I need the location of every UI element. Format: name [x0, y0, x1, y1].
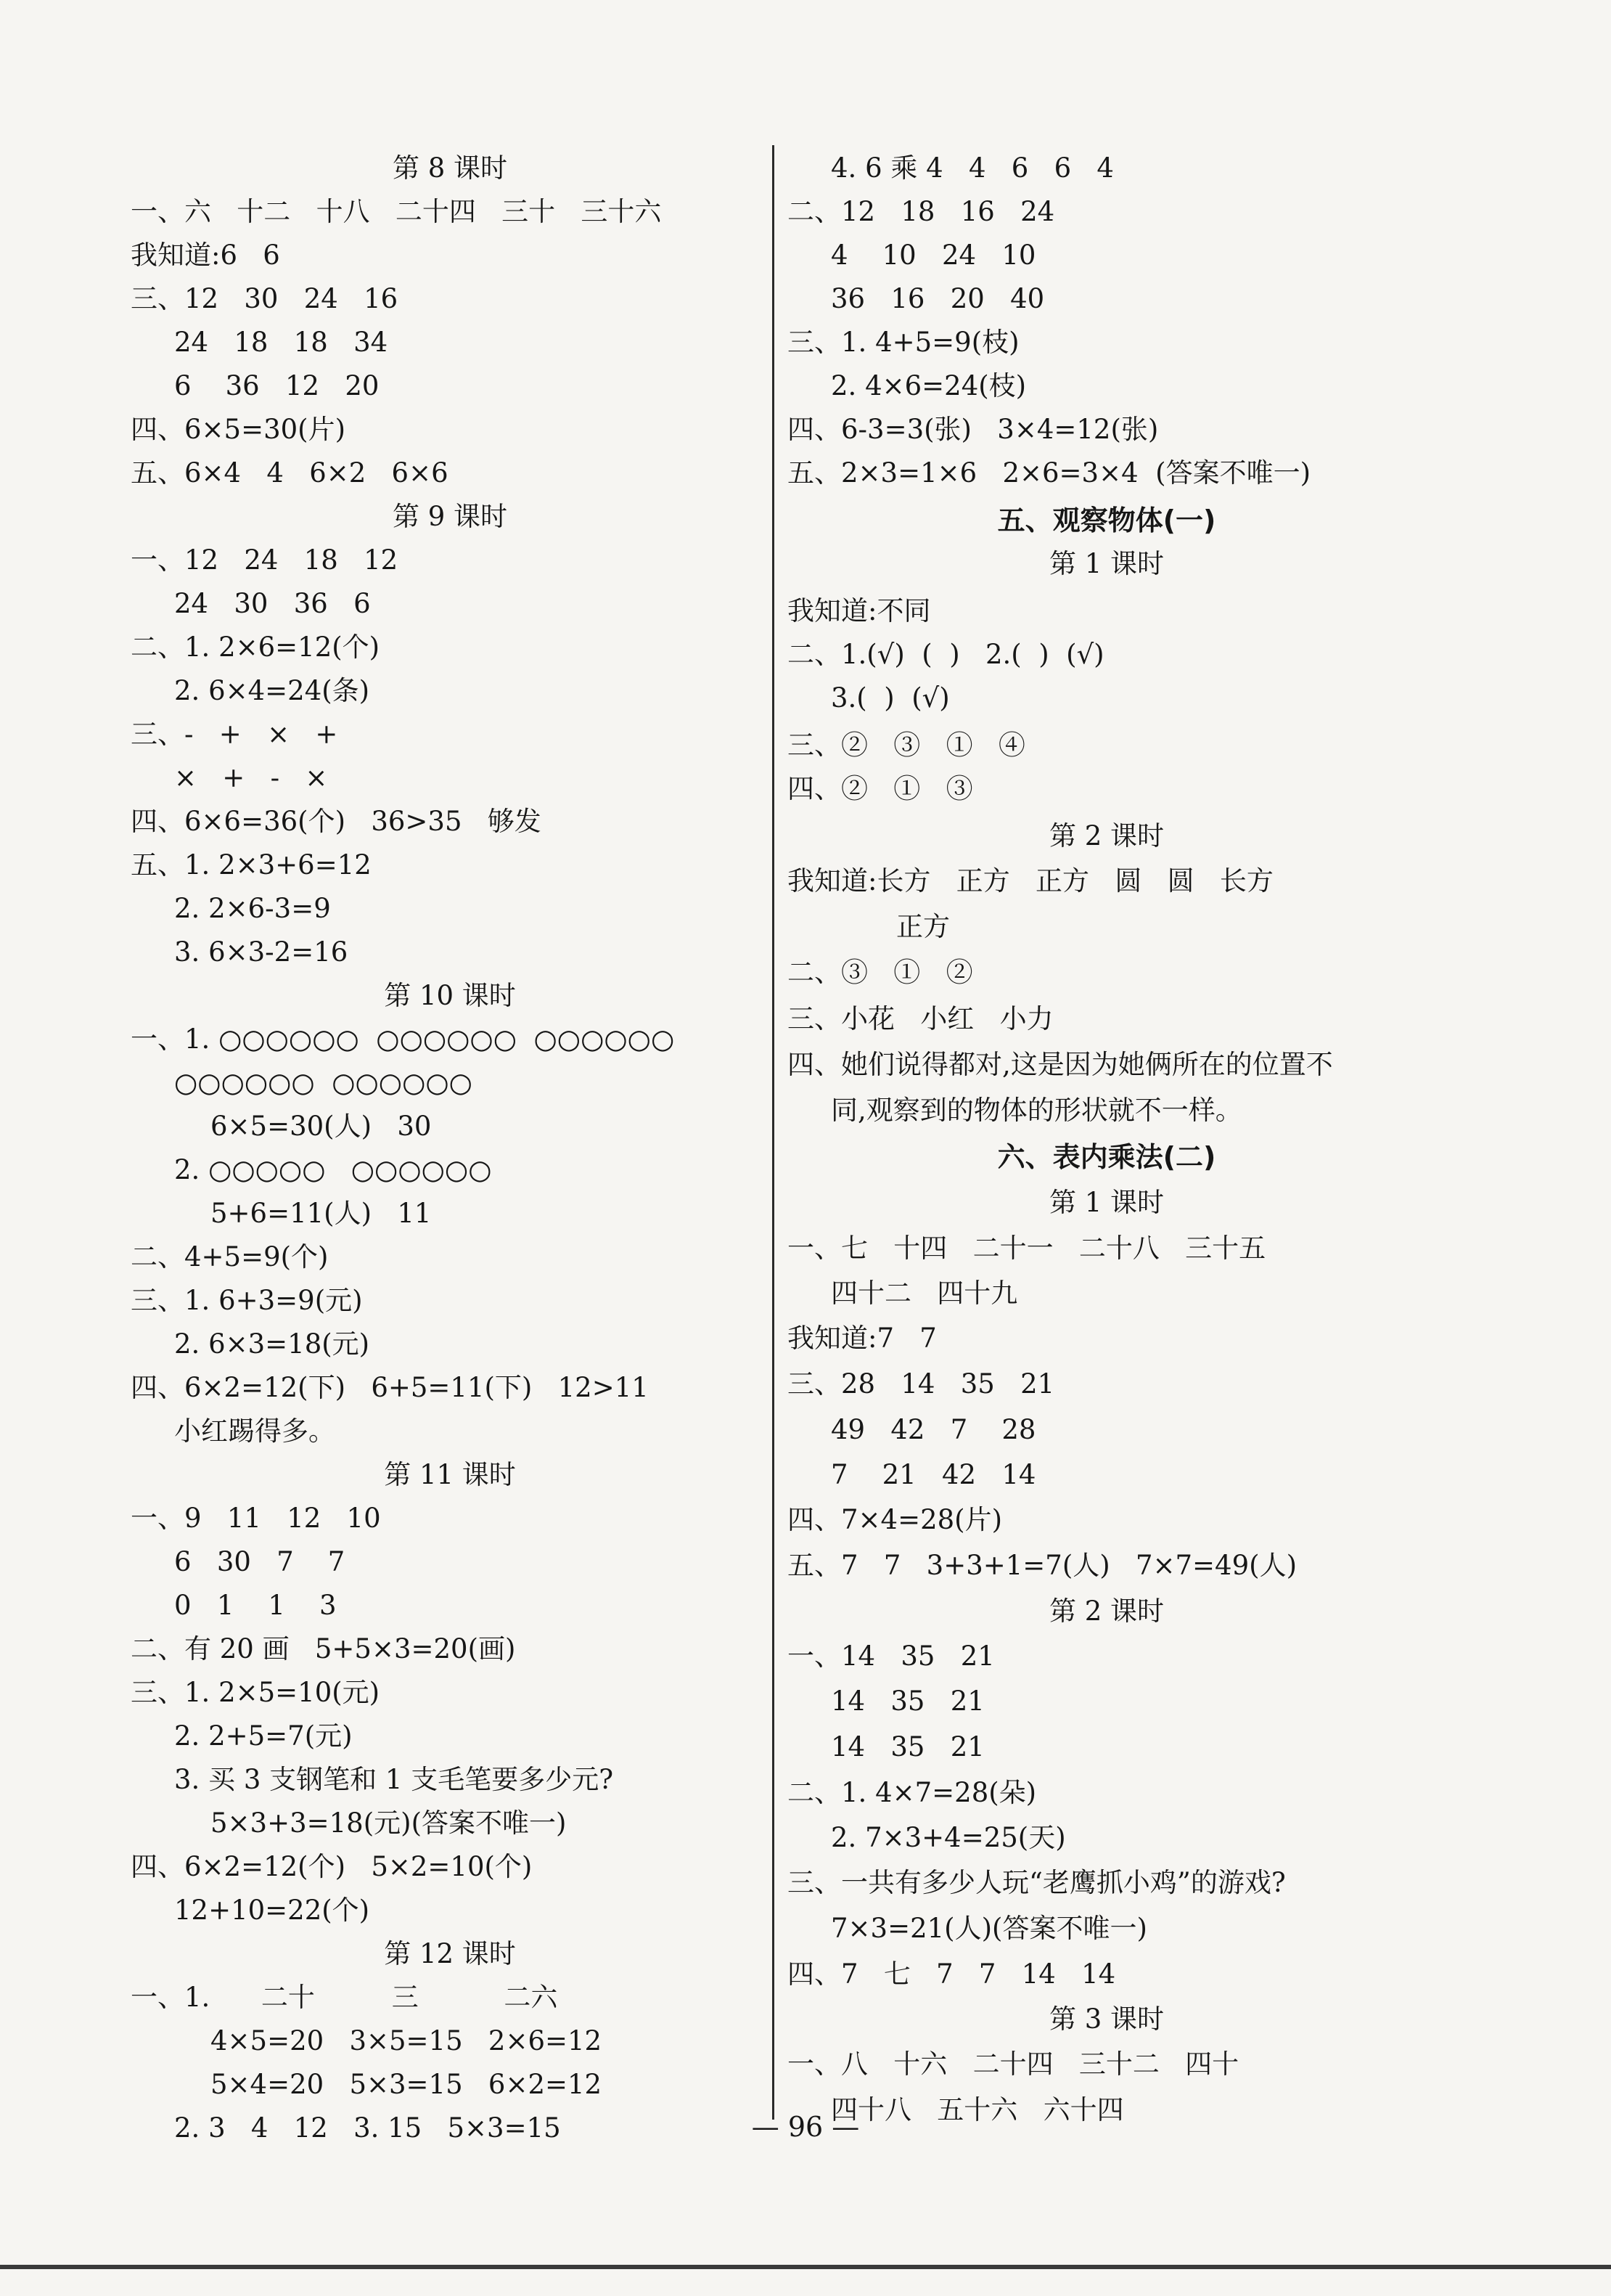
answer-line: 三、② ③ ① ④ — [787, 730, 1025, 761]
answer-line: 14 35 21 — [831, 1686, 985, 1717]
answer-line: 49 42 7 28 — [831, 1414, 1036, 1445]
answer-line: 2. 3 4 12 3. 15 5×3=15 — [174, 2112, 561, 2144]
answer-line: 2. 6×3=18(元) — [174, 1328, 370, 1360]
answer-line: 一、1. 二十 三 二六 — [131, 1982, 558, 2013]
answer-line: 6 36 12 20 — [174, 370, 380, 401]
answer-line: 3. 6×3-2=16 — [174, 936, 348, 968]
page-number: — 96 — — [751, 2111, 860, 2143]
answer-line: 2. 7×3+4=25(天) — [831, 1822, 1066, 1853]
answer-line: 5+6=11(人) 11 — [210, 1198, 432, 1229]
answer-line: 我知道:长方 正方 正方 圆 圆 长方 — [787, 865, 1274, 896]
answer-line: 3.( ) (√) — [831, 682, 950, 714]
section-heading: 第 8 课时 — [392, 152, 508, 184]
answer-line: 五、1. 2×3+6=12 — [131, 849, 372, 881]
section-heading: 第 1 课时 — [1049, 1187, 1165, 1218]
answer-line: 四、6-3=3(张) 3×4=12(张) — [787, 414, 1159, 445]
answer-line: 二、有 20 画 5+5×3=20(画) — [131, 1633, 516, 1664]
answer-line: 0 1 1 3 — [174, 1590, 337, 1621]
answer-line: 36 16 20 40 — [831, 283, 1045, 314]
answer-line: 一、9 11 12 10 — [131, 1503, 381, 1534]
answer-line: 7×3=21(人)(答案不唯一) — [831, 1913, 1147, 1944]
answer-line: 12+10=22(个) — [174, 1895, 370, 1926]
answer-line: 三、1. 4+5=9(枝) — [787, 327, 1020, 358]
answer-line: 五、2×3=1×6 2×6=3×4 (答案不唯一) — [787, 457, 1311, 489]
answer-line: 一、14 35 21 — [787, 1641, 995, 1672]
answer-line: 6×5=30(人) 30 — [210, 1111, 432, 1142]
answer-line: 二、1.(√) ( ) 2.( ) (√) — [787, 639, 1104, 670]
answer-line: 一、六 十二 十八 二十四 三十 三十六 — [131, 196, 662, 227]
answer-line: 三、一共有多少人玩“老鹰抓小鸡”的游戏? — [787, 1867, 1286, 1898]
answer-line: 一、1. ○○○○○○ ○○○○○○ ○○○○○○ — [131, 1024, 675, 1055]
answer-line: 二、1. 2×6=12(个) — [131, 632, 380, 663]
answer-line: 五、7 7 3+3+1=7(人) 7×7=49(人) — [787, 1550, 1298, 1581]
bottom-rule — [0, 2265, 1611, 2269]
answer-line: 二、4+5=9(个) — [131, 1241, 329, 1272]
answer-line: 三、12 30 24 16 — [131, 283, 398, 314]
answer-line: 我知道:不同 — [787, 595, 931, 626]
answer-line: 5×4=20 5×3=15 6×2=12 — [210, 2069, 602, 2100]
answer-line: 6 30 7 7 — [174, 1546, 345, 1577]
answer-line: 四、② ① ③ — [787, 773, 973, 804]
answer-line: 一、八 十六 二十四 三十二 四十 — [787, 2048, 1239, 2080]
answer-line: 三、小花 小红 小力 — [787, 1003, 1054, 1034]
answer-line: 2. ○○○○○ ○○○○○○ — [174, 1154, 492, 1185]
answer-line: 2. 6×4=24(条) — [174, 675, 370, 706]
answer-line: 三、- + × + — [131, 719, 338, 750]
answer-line: 五、6×4 4 6×2 6×6 — [131, 457, 448, 489]
answer-line: 4 10 24 10 — [831, 240, 1036, 271]
answer-line: 2. 2+5=7(元) — [174, 1720, 353, 1752]
answer-line: ○○○○○○ ○○○○○○ — [174, 1067, 472, 1098]
answer-line: 三、1. 2×5=10(元) — [131, 1677, 380, 1708]
answer-line: 7 21 42 14 — [831, 1459, 1036, 1490]
section-heading: 第 10 课时 — [384, 980, 516, 1011]
answer-line: 四、6×6=36(个) 36>35 够发 — [131, 806, 541, 837]
answer-line: 四、6×2=12(个) 5×2=10(个) — [131, 1851, 533, 1882]
section-heading: 第 2 课时 — [1049, 820, 1165, 851]
answer-line: 小红踢得多。 — [174, 1415, 335, 1447]
answer-line: 2. 4×6=24(枝) — [831, 370, 1027, 401]
answer-line: × + - × — [174, 762, 328, 793]
answer-line: 二、12 18 16 24 — [787, 196, 1055, 227]
answer-line: 我知道:6 6 — [131, 240, 280, 271]
column-divider — [772, 145, 774, 2120]
answer-line: 四、7×4=28(片) — [787, 1504, 1003, 1535]
answer-line: 四、6×5=30(片) — [131, 414, 346, 445]
section-heading: 第 3 课时 — [1049, 2003, 1165, 2035]
answer-line: 一、12 24 18 12 — [131, 544, 398, 576]
answer-line: 二、③ ① ② — [787, 957, 973, 988]
section-heading: 第 1 课时 — [1049, 548, 1165, 579]
answer-line: 同,观察到的物体的形状就不一样。 — [831, 1095, 1242, 1126]
section-heading: 五、观察物体(一) — [997, 504, 1216, 536]
answer-line: 14 35 21 — [831, 1731, 985, 1762]
answer-line: 5×3+3=18(元)(答案不唯一) — [210, 1807, 567, 1839]
section-heading: 第 11 课时 — [384, 1459, 516, 1490]
answer-line: 三、1. 6+3=9(元) — [131, 1285, 363, 1316]
section-heading: 六、表内乘法(二) — [997, 1141, 1216, 1173]
answer-line: 24 18 18 34 — [174, 327, 388, 358]
answer-line: 四十八 五十六 六十四 — [831, 2094, 1124, 2125]
section-heading: 第 9 课时 — [392, 501, 508, 532]
answer-line: 4. 6 乘 4 4 6 6 4 — [831, 152, 1114, 184]
section-heading: 第 2 课时 — [1049, 1596, 1165, 1627]
answer-line: 我知道:7 7 — [787, 1323, 937, 1354]
answer-line: 四、她们说得都对,这是因为她俩所在的位置不 — [787, 1049, 1333, 1080]
answer-line: 四、7 七 7 7 14 14 — [787, 1958, 1116, 1990]
section-heading: 第 12 课时 — [384, 1938, 516, 1969]
answer-line: 3. 买 3 支钢笔和 1 支毛笔要多少元? — [174, 1764, 614, 1795]
answer-line: 4×5=20 3×5=15 2×6=12 — [210, 2025, 602, 2056]
answer-line: 正方 — [896, 911, 950, 942]
answer-line: 二、1. 4×7=28(朵) — [787, 1777, 1037, 1808]
answer-line: 三、28 14 35 21 — [787, 1368, 1055, 1400]
answer-line: 四、6×2=12(下) 6+5=11(下) 12>11 — [131, 1372, 649, 1403]
answer-line: 2. 2×6-3=9 — [174, 893, 331, 924]
answer-line: 一、七 十四 二十一 二十八 三十五 — [787, 1233, 1266, 1264]
answer-line: 四十二 四十九 — [831, 1278, 1018, 1309]
answer-line: 24 30 36 6 — [174, 588, 371, 619]
